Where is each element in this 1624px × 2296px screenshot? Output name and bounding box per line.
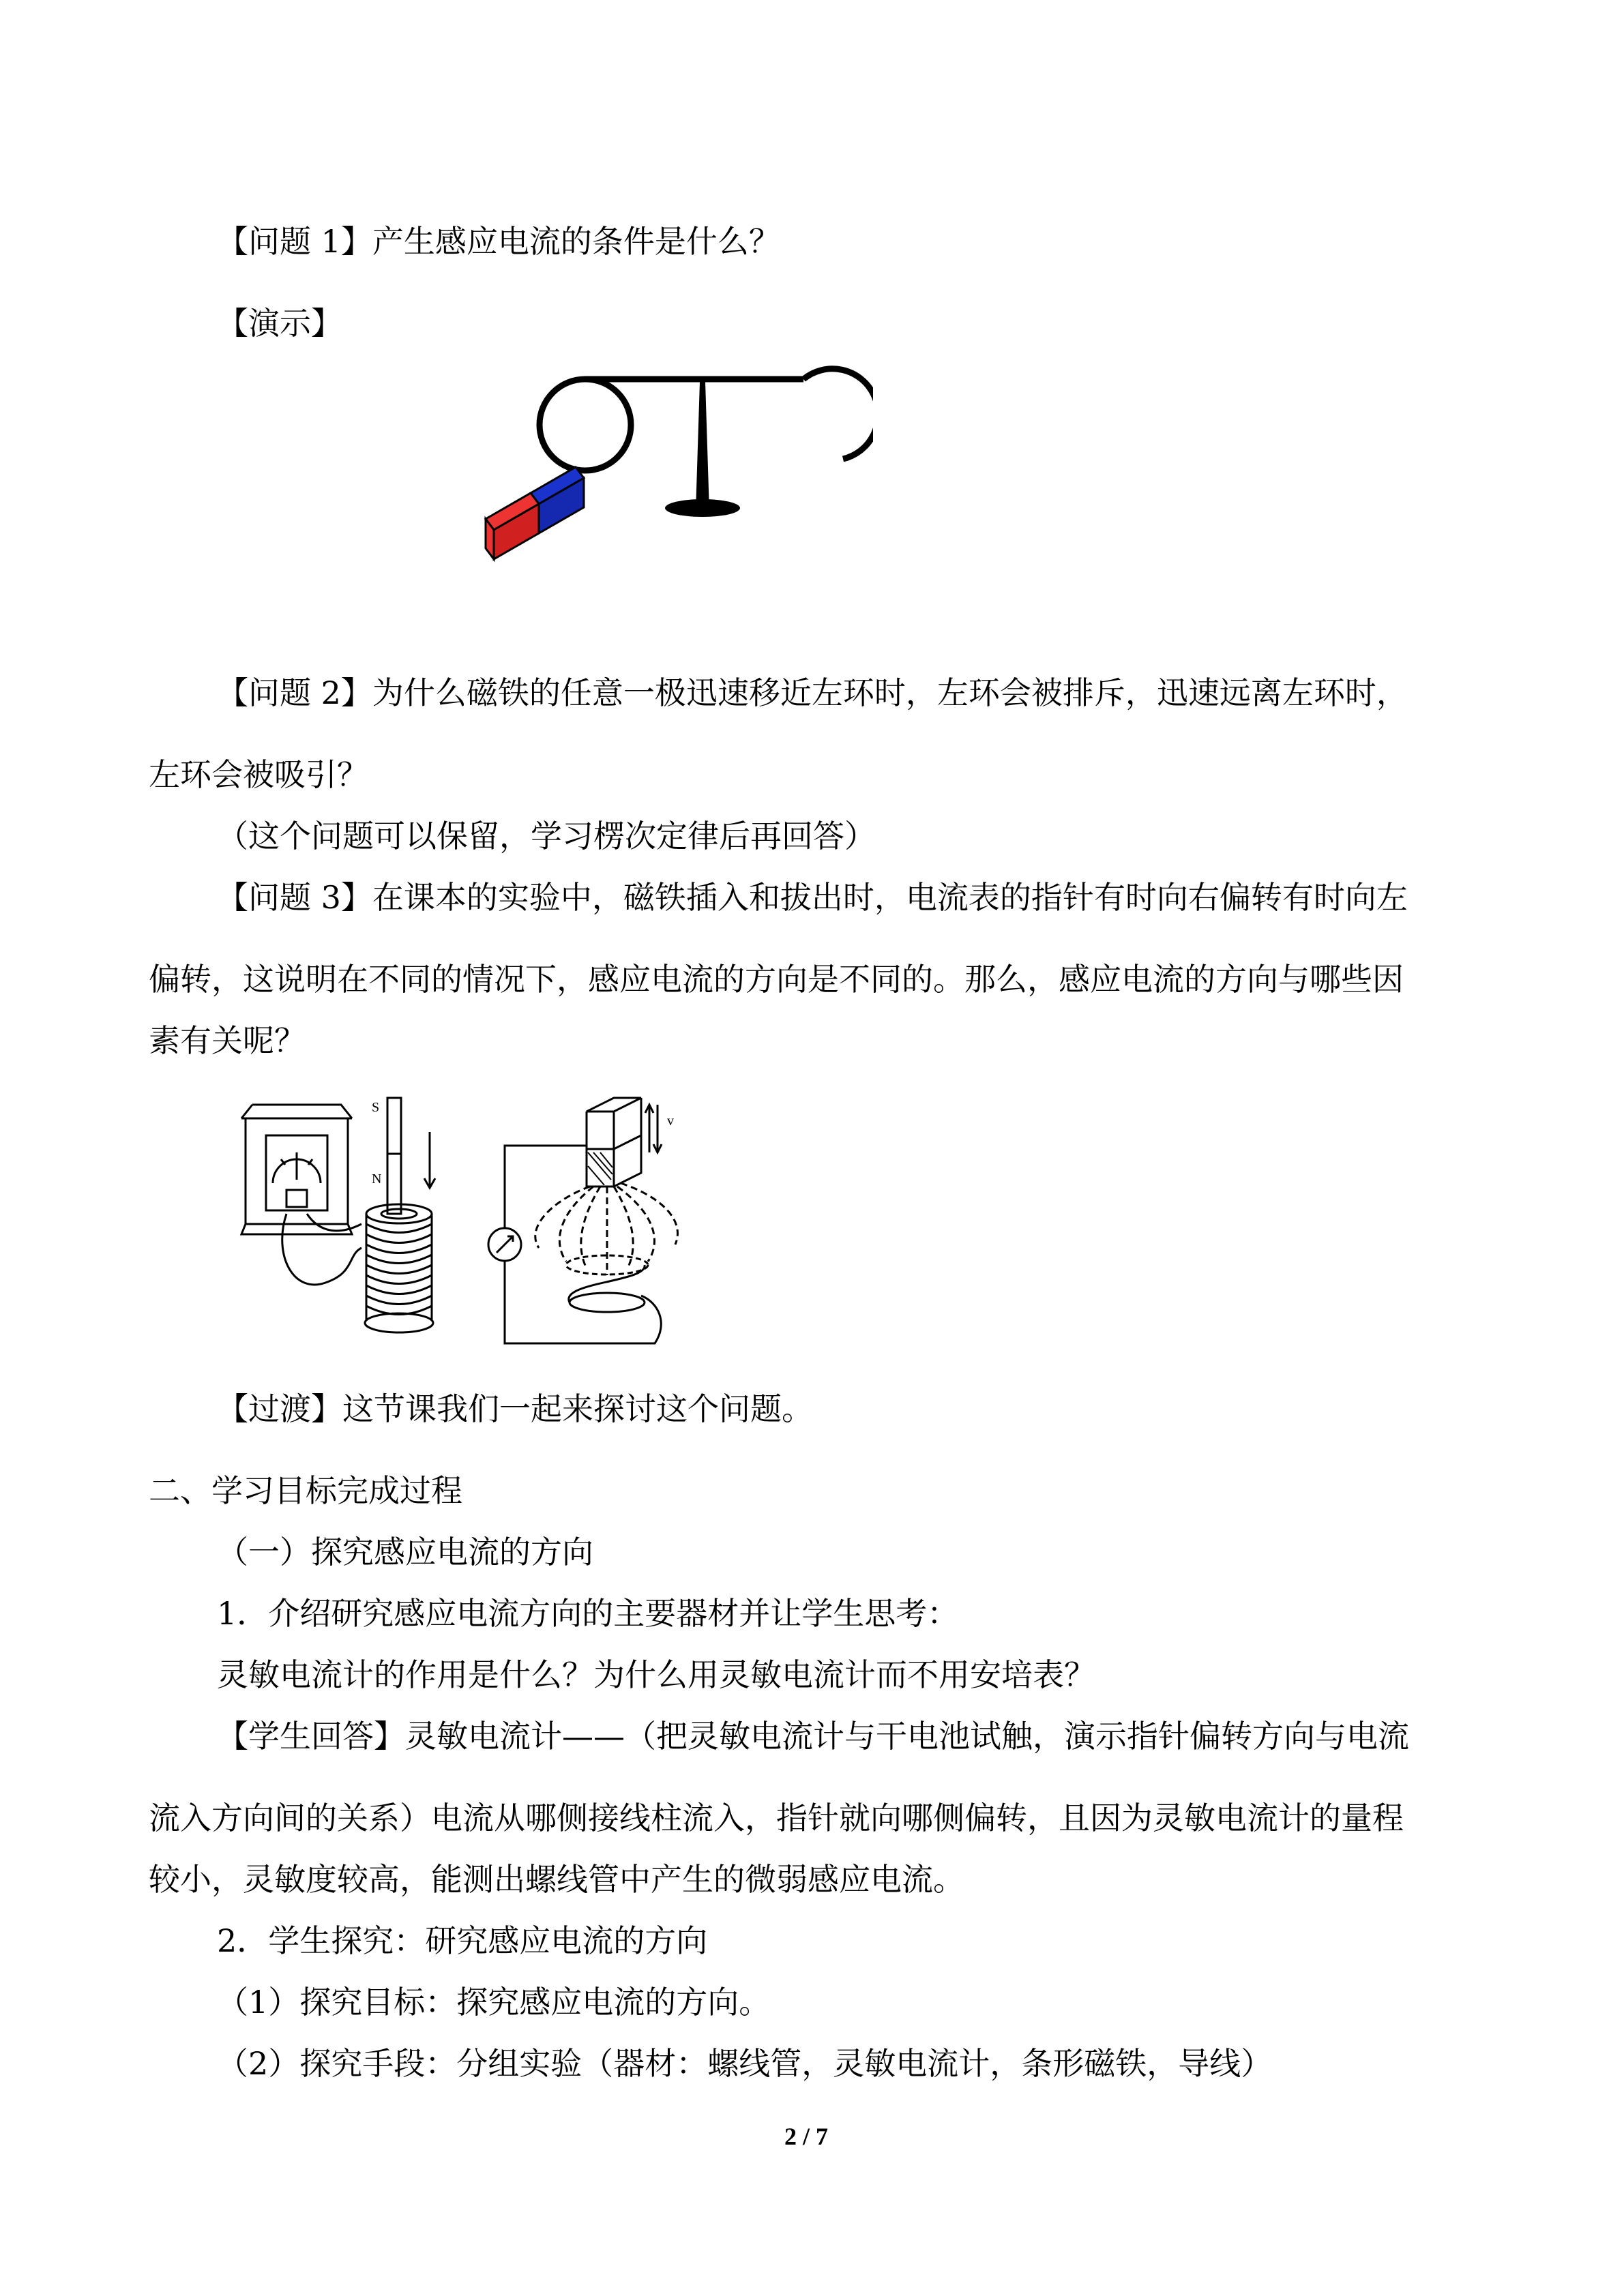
question-3-line-3: 素有关呢？ — [149, 1022, 306, 1059]
answer-line-2: 流入方向间的关系）电流从哪侧接线柱流入，指针就向哪侧偏转，且因为灵敏电流计的量程 — [149, 1800, 1404, 1836]
question-1: 【问题 1】产生感应电流的条件是什么？ — [217, 223, 780, 260]
item-2: 2．学生探究：研究感应电流的方向 — [217, 1922, 708, 1959]
demo-heading: 【演示】 — [217, 305, 342, 342]
item-1-question: 灵敏电流计的作用是什么？为什么用灵敏电流计而不用安培表？ — [217, 1656, 1095, 1693]
page-number: 2 / 7 — [784, 2123, 829, 2150]
label-n: N — [372, 1172, 382, 1187]
section-2-heading: 二、学习目标完成过程 — [149, 1472, 462, 1509]
rings-magnet-figure — [464, 355, 873, 573]
item-2-1: （1）探究目标：探究感应电流的方向。 — [217, 1984, 771, 2021]
stand-base — [665, 499, 740, 517]
item-1: 1．介绍研究感应电流方向的主要器材并让学生思考： — [217, 1595, 959, 1632]
induction-experiment-figure — [232, 1077, 696, 1350]
question-3-line-2: 偏转，这说明在不同的情况下，感应电流的方向是不同的。那么，感应电流的方向与哪些因 — [149, 961, 1404, 998]
question-2-line-1: 【问题 2】为什么磁铁的任意一极迅速移近左环时，左环会被排斥，迅速远离左环时， — [217, 674, 1408, 711]
left-ring — [540, 379, 631, 471]
question-2-line-2: 左环会被吸引？ — [149, 756, 368, 793]
down-arrow — [424, 1132, 435, 1188]
bar-magnet — [486, 467, 584, 559]
magnet-block — [587, 1098, 641, 1112]
transition: 【过渡】这节课我们一起来探讨这个问题。 — [217, 1390, 813, 1427]
field-line-diagram — [488, 1098, 677, 1343]
subsection-1-heading: （一）探究感应电流的方向 — [217, 1534, 593, 1570]
label-s: S — [372, 1100, 380, 1115]
answer-line-3: 较小，灵敏度较高，能测出螺线管中产生的微弱感应电流。 — [149, 1861, 964, 1898]
answer-line-1: 【学生回答】灵敏电流计——（把灵敏电流计与干电池试触，演示指针偏转方向与电流 — [217, 1718, 1409, 1755]
bar-magnet-vertical — [387, 1098, 401, 1214]
question-2-note: （这个问题可以保留，学习楞次定律后再回答） — [217, 818, 876, 854]
right-ring — [803, 369, 873, 459]
item-2-2: （2）探究手段：分组实验（器材：螺线管，灵敏电流计，条形磁铁，导线） — [217, 2045, 1273, 2082]
label-v: v — [667, 1114, 674, 1129]
galvanometer-setup — [241, 1098, 435, 1332]
question-3-line-1: 【问题 3】在课本的实验中，磁铁插入和拔出时，电流表的指针有时向右偏转有时向左 — [217, 879, 1408, 916]
stand-pole — [696, 382, 709, 511]
